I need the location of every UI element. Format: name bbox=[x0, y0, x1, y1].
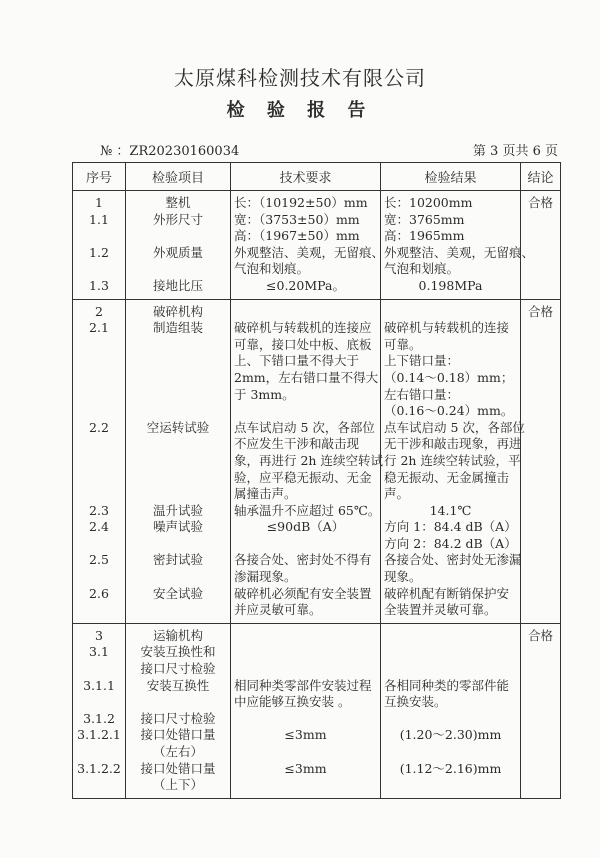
cell-requirement-line: 中应能够互换安装 。 bbox=[234, 694, 351, 710]
cell-number-line bbox=[76, 370, 122, 387]
cell-item-line: 噪声试验 bbox=[152, 519, 203, 535]
cell-requirement-line bbox=[234, 777, 377, 794]
cell-item-line bbox=[129, 436, 227, 453]
cell-conclusion bbox=[521, 299, 561, 623]
cell-number bbox=[73, 299, 126, 623]
cell-number-line bbox=[76, 436, 122, 453]
cell-result-line: 0.198MPa bbox=[418, 277, 483, 293]
cell-number-line: 1.2 bbox=[89, 244, 109, 260]
cell-requirement-line: 2mm，左右错口量不得大 bbox=[234, 369, 379, 385]
cell-number-line: 3.1.2.1 bbox=[77, 727, 121, 743]
cell-item-line: 运输机构 bbox=[152, 627, 203, 643]
cell-requirement-line bbox=[234, 711, 377, 728]
cell-number-line: 2.1 bbox=[89, 320, 109, 336]
cell-item-line: 安装互换性和 bbox=[140, 644, 216, 660]
cell-requirement-line: 上、下错口量不得大于 bbox=[234, 353, 360, 369]
cell-number-line bbox=[76, 470, 122, 487]
cell-item-line bbox=[129, 261, 227, 278]
cell-requirement-line: ≤3mm bbox=[284, 760, 327, 776]
cell-number-line bbox=[76, 337, 122, 354]
cell-item-line bbox=[129, 486, 227, 503]
col-header-requirement: 技术要求 bbox=[231, 163, 381, 191]
cell-item-line bbox=[129, 694, 227, 711]
cell-item-line: （左右） bbox=[152, 744, 203, 759]
cell-requirement-line: 长：（10192±50）mm bbox=[234, 195, 368, 210]
cell-number-line: 3.1.2.2 bbox=[77, 760, 121, 776]
table-section-row bbox=[73, 191, 561, 300]
cell-result-line: 互换安装。 bbox=[384, 694, 447, 710]
cell-item-line bbox=[129, 470, 227, 487]
table-section-row bbox=[73, 299, 561, 623]
cell-number bbox=[73, 623, 126, 798]
cell-requirement-line bbox=[234, 403, 377, 420]
cell-number-line: 2.6 bbox=[89, 585, 109, 601]
cell-number-line bbox=[76, 453, 122, 470]
cell-number-line bbox=[76, 228, 122, 245]
cell-result-line bbox=[384, 744, 517, 761]
cell-number-line bbox=[76, 536, 122, 553]
cell-requirement bbox=[231, 299, 381, 623]
cell-number-line: 1.3 bbox=[89, 277, 109, 293]
cell-result-line bbox=[384, 777, 517, 794]
cell-result bbox=[381, 623, 521, 798]
cell-item-line: 密封试验 bbox=[152, 552, 203, 568]
cell-item-line: 安装互换性 bbox=[146, 677, 210, 693]
cell-requirement-line bbox=[234, 744, 377, 761]
cell-requirement-line: 于 3mm。 bbox=[234, 386, 295, 402]
cell-requirement-line: 宽：（3753±50）mm bbox=[234, 211, 360, 227]
cell-requirement-line: 各接合处、密封处不得有 bbox=[234, 552, 372, 568]
cell-item-line bbox=[129, 387, 227, 404]
cell-result-line: (1.20～2.30)mm bbox=[399, 727, 502, 743]
cell-requirement-line: 渗漏现象。 bbox=[234, 569, 297, 585]
cell-result-line: 破碎机与转载机的连接 bbox=[384, 320, 510, 336]
cell-requirement-line: 破碎机与转载机的连接应 bbox=[234, 320, 372, 336]
col-header-item: 检验项目 bbox=[126, 163, 231, 191]
cell-number-line bbox=[76, 569, 122, 586]
cell-result-line: 全装置并灵敏可靠。 bbox=[384, 602, 497, 618]
cell-result-line: 宽：3765mm bbox=[384, 211, 465, 227]
cell-requirement-line: 气泡和划痕。 bbox=[234, 261, 310, 277]
cell-item-line: 接口尺寸检验 bbox=[140, 710, 216, 726]
cell-requirement-line: 不应发生干涉和敲击现 bbox=[234, 436, 360, 452]
cell-result-line: 方向 2：84.2 dB（A） bbox=[384, 535, 517, 551]
cell-item-line: 接地比压 bbox=[152, 277, 203, 293]
cell-result-line bbox=[384, 711, 517, 728]
col-header-result: 检验结果 bbox=[381, 163, 521, 191]
cell-number-line bbox=[76, 602, 122, 619]
cell-requirement-line: ≤90dB（A） bbox=[266, 519, 345, 535]
cell-result-line: 点车试启动 5 次，各部位 bbox=[384, 419, 525, 435]
cell-result-line: (1.12～2.16)mm bbox=[399, 760, 502, 776]
conclusion-text: 合格 bbox=[527, 195, 553, 210]
cell-requirement-line: 相同种类零部件安装过程 bbox=[234, 677, 372, 693]
cell-requirement-line: 可靠，接口处中板、底板 bbox=[234, 336, 372, 352]
cell-item-line: 接口处错口量 bbox=[140, 727, 216, 743]
page-info: 第 3 页共 6 页 bbox=[472, 144, 558, 159]
cell-item-line: 整机 bbox=[165, 195, 191, 210]
cell-number-line: 2.5 bbox=[89, 552, 109, 568]
cell-number-line bbox=[76, 261, 122, 278]
cell-result-line: 长：10200mm bbox=[384, 195, 473, 210]
cell-requirement-line bbox=[234, 536, 377, 553]
cell-number-line: 3 bbox=[95, 627, 103, 643]
cell-item-line: （上下） bbox=[152, 777, 203, 793]
conclusion-text: 合格 bbox=[527, 627, 553, 643]
cell-requirement-line: 高：（1967±50）mm bbox=[234, 228, 360, 244]
conclusion-text: 合格 bbox=[527, 303, 553, 319]
cell-number-line bbox=[76, 387, 122, 404]
cell-number-line: 3.1.2 bbox=[83, 710, 115, 726]
cell-result-line: 声。 bbox=[384, 486, 410, 502]
cell-result-line: 14.1℃ bbox=[429, 502, 472, 518]
cell-result-line: 气泡和划痕。 bbox=[384, 261, 460, 277]
cell-item-line bbox=[129, 569, 227, 586]
cell-number-line bbox=[76, 661, 122, 678]
cell-requirement-line bbox=[234, 304, 377, 321]
cell-requirement-line: 轴承温升不应超过 65℃。 bbox=[234, 502, 381, 518]
cell-requirement-line bbox=[234, 628, 377, 645]
cell-number-line: 2.4 bbox=[89, 519, 109, 535]
cell-result-line: 无干涉和敲击现象，再进 bbox=[384, 436, 522, 452]
cell-number-line: 1.1 bbox=[89, 211, 109, 227]
table-header-row bbox=[73, 163, 561, 191]
cell-number bbox=[73, 191, 126, 300]
cell-item bbox=[126, 299, 231, 623]
cell-result-line: 各相同种类的零部件能 bbox=[384, 677, 510, 693]
cell-number-line bbox=[76, 403, 122, 420]
cell-number-line bbox=[76, 694, 122, 711]
cell-result-line: 破碎机配有断销保护安 bbox=[384, 585, 510, 601]
cell-item-line bbox=[129, 403, 227, 420]
cell-item-line: 制造组装 bbox=[152, 320, 203, 336]
cell-requirement-line: 破碎机必须配有安全装置 bbox=[234, 585, 372, 601]
cell-item bbox=[126, 623, 231, 798]
cell-requirement-line bbox=[234, 661, 377, 678]
cell-item-line: 破碎机构 bbox=[152, 303, 203, 319]
cell-item-line: 安全试验 bbox=[152, 585, 203, 601]
cell-item-line bbox=[129, 602, 227, 619]
cell-number-line: 2.2 bbox=[89, 419, 109, 435]
cell-number-line bbox=[76, 486, 122, 503]
cell-number-line bbox=[76, 353, 122, 370]
cell-number-line bbox=[76, 777, 122, 794]
company-name: 太原煤科检测技术有限公司 bbox=[174, 66, 426, 90]
cell-result-line bbox=[384, 644, 517, 661]
cell-result bbox=[381, 191, 535, 300]
cell-item-line: 外观质量 bbox=[152, 244, 203, 260]
col-header-no: 序号 bbox=[73, 163, 126, 191]
cell-requirement bbox=[231, 623, 381, 798]
cell-requirement-line: 验，应平稳无振动、无金 bbox=[234, 469, 372, 485]
cell-number-line: 3.1 bbox=[89, 644, 109, 660]
cell-requirement-line: ≤0.20MPa。 bbox=[266, 277, 345, 293]
cell-result-line: 方向 1：84.4 dB（A） bbox=[384, 519, 517, 535]
cell-number-line: 3.1.1 bbox=[83, 677, 115, 693]
cell-number-line bbox=[76, 744, 122, 761]
cell-result-line: 行 2h 连续空转试验，平 bbox=[384, 452, 521, 468]
cell-result-line: （0.14～0.18）mm； bbox=[384, 369, 514, 385]
cell-result-line: 可靠。 bbox=[384, 336, 422, 352]
cell-item-line: 接口尺寸检验 bbox=[140, 661, 216, 677]
cell-requirement-line: 外观整洁、美观，无留痕、 bbox=[234, 244, 385, 260]
cell-result bbox=[381, 299, 525, 623]
inspection-table bbox=[72, 162, 561, 799]
cell-item-line: 外形尺寸 bbox=[152, 211, 203, 227]
cell-number-line: 2.3 bbox=[89, 502, 109, 518]
cell-requirement bbox=[231, 191, 385, 300]
cell-requirement-line bbox=[234, 644, 377, 661]
cell-item-line bbox=[129, 353, 227, 370]
cell-result-line: 现象。 bbox=[384, 569, 422, 585]
cell-requirement-line: 象，再进行 2h 连续空转试 bbox=[234, 452, 383, 468]
cell-requirement-line: ≤3mm bbox=[284, 727, 327, 743]
cell-result-line: 高：1965mm bbox=[384, 228, 465, 244]
cell-item-line: 空运转试验 bbox=[146, 419, 210, 435]
cell-result-line: 上下错口量： bbox=[384, 353, 460, 369]
cell-result-line: （0.16～0.24）mm。 bbox=[384, 403, 514, 419]
cell-conclusion bbox=[521, 623, 561, 798]
report-number: № ：ZR20230160034 bbox=[100, 144, 240, 159]
cell-result-line: 稳无振动、无金属撞击 bbox=[384, 469, 510, 485]
cell-result-line bbox=[384, 304, 517, 321]
cell-item-line bbox=[129, 453, 227, 470]
cell-item-line bbox=[129, 370, 227, 387]
cell-item-line bbox=[129, 536, 227, 553]
cell-requirement-line: 并应灵敏可靠。 bbox=[234, 602, 322, 618]
cell-item-line: 温升试验 bbox=[152, 502, 203, 518]
col-header-conclusion: 结论 bbox=[521, 163, 561, 191]
cell-item-line: 接口处错口量 bbox=[140, 760, 216, 776]
cell-result-line: 左右错口量： bbox=[384, 386, 460, 402]
cell-item-line bbox=[129, 228, 227, 245]
cell-requirement-line: 属撞击声。 bbox=[234, 486, 297, 502]
cell-item bbox=[126, 191, 231, 300]
cell-item-line bbox=[129, 337, 227, 354]
cell-number-line: 2 bbox=[95, 303, 103, 319]
report-title: 检 验 报 告 bbox=[226, 100, 374, 121]
cell-result-line: 外观整洁、美观，无留痕、 bbox=[384, 244, 535, 260]
cell-requirement-line: 点车试启动 5 次，各部位 bbox=[234, 419, 375, 435]
cell-result-line bbox=[384, 628, 517, 645]
cell-number-line: 1 bbox=[95, 195, 103, 210]
cell-result-line bbox=[384, 661, 517, 678]
table-section-row bbox=[73, 623, 561, 798]
cell-result-line: 各接合处、密封处无渗漏 bbox=[384, 552, 522, 568]
